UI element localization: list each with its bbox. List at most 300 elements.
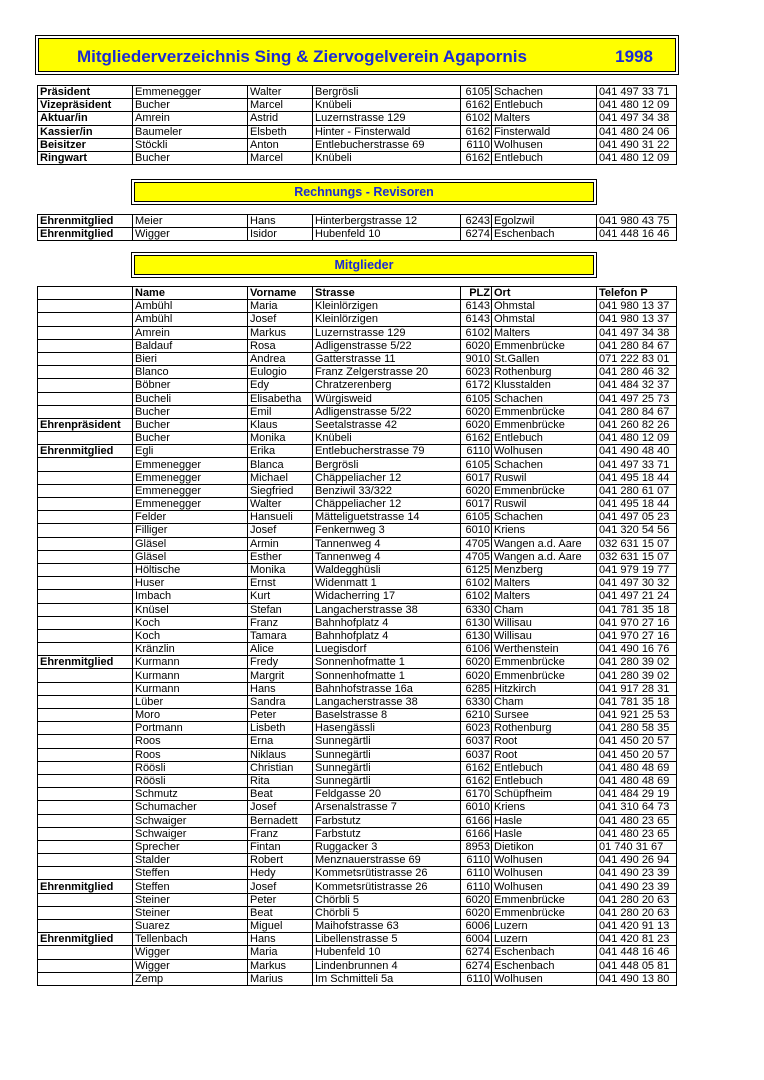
phone-cell: 041 490 48 40 bbox=[597, 445, 677, 458]
phone-cell: 041 480 23 65 bbox=[597, 814, 677, 827]
role-cell bbox=[38, 722, 133, 735]
table-row bbox=[38, 629, 677, 642]
firstname-cell: Kurt bbox=[248, 590, 313, 603]
role-cell: Ehrenmitglied bbox=[38, 228, 133, 241]
name-cell: Steiner bbox=[133, 906, 248, 919]
role-cell bbox=[38, 405, 133, 418]
role-cell bbox=[38, 761, 133, 774]
role-cell bbox=[38, 603, 133, 616]
city-cell: Emmenbrücke bbox=[492, 484, 597, 497]
city-cell: Wolhusen bbox=[492, 854, 597, 867]
street-cell: Adligenstrasse 5/22 bbox=[313, 405, 461, 418]
city-cell: Egolzwil bbox=[492, 215, 597, 228]
table-row bbox=[38, 735, 677, 748]
role-cell bbox=[38, 972, 133, 985]
phone-cell: 041 917 28 31 bbox=[597, 682, 677, 695]
firstname-cell: Vorname bbox=[248, 287, 313, 300]
street-cell: Arsenalstrasse 7 bbox=[313, 801, 461, 814]
table-row bbox=[38, 392, 677, 405]
phone-cell: 041 781 35 18 bbox=[597, 603, 677, 616]
table-row bbox=[38, 86, 677, 99]
table-row bbox=[38, 946, 677, 959]
plz-cell: 6166 bbox=[461, 814, 492, 827]
street-cell: Fenkernweg 3 bbox=[313, 524, 461, 537]
table-row bbox=[38, 300, 677, 313]
firstname-cell: Robert bbox=[248, 854, 313, 867]
street-cell: Tannenweg 4 bbox=[313, 550, 461, 563]
city-cell: Hitzkirch bbox=[492, 682, 597, 695]
plz-cell: PLZ bbox=[461, 287, 492, 300]
auditors-heading: Rechnungs - Revisoren bbox=[134, 182, 594, 202]
table-row bbox=[38, 228, 677, 241]
name-cell: Höltische bbox=[133, 563, 248, 576]
city-cell: St.Gallen bbox=[492, 352, 597, 365]
plz-cell: 6105 bbox=[461, 86, 492, 99]
firstname-cell: Rosa bbox=[248, 339, 313, 352]
firstname-cell: Erika bbox=[248, 445, 313, 458]
firstname-cell: Hans bbox=[248, 215, 313, 228]
name-cell: Bucheli bbox=[133, 392, 248, 405]
phone-cell: 041 480 23 65 bbox=[597, 827, 677, 840]
plz-cell: 6006 bbox=[461, 920, 492, 933]
role-cell bbox=[38, 616, 133, 629]
phone-cell: 041 497 30 32 bbox=[597, 577, 677, 590]
city-cell: Ruswil bbox=[492, 471, 597, 484]
firstname-cell: Marius bbox=[248, 972, 313, 985]
city-cell: Willisau bbox=[492, 616, 597, 629]
street-cell: Menznauerstrasse 69 bbox=[313, 854, 461, 867]
firstname-cell: Monika bbox=[248, 432, 313, 445]
phone-cell: 041 497 34 38 bbox=[597, 326, 677, 339]
name-cell: Schwaiger bbox=[133, 814, 248, 827]
table-row bbox=[38, 537, 677, 550]
plz-cell: 6166 bbox=[461, 827, 492, 840]
firstname-cell: Beat bbox=[248, 788, 313, 801]
name-cell: Ambühl bbox=[133, 313, 248, 326]
street-cell: Waldegghüsli bbox=[313, 563, 461, 576]
name-cell: Röösli bbox=[133, 761, 248, 774]
name-cell: Bucher bbox=[133, 99, 248, 112]
street-cell: Gatterstrasse 11 bbox=[313, 352, 461, 365]
phone-cell: 041 497 25 73 bbox=[597, 392, 677, 405]
plz-cell: 6110 bbox=[461, 972, 492, 985]
role-cell bbox=[38, 484, 133, 497]
role-cell bbox=[38, 854, 133, 867]
city-cell: Malters bbox=[492, 326, 597, 339]
table-row bbox=[38, 445, 677, 458]
plz-cell: 6162 bbox=[461, 99, 492, 112]
name-cell: Roos bbox=[133, 735, 248, 748]
role-cell bbox=[38, 313, 133, 326]
plz-cell: 6020 bbox=[461, 669, 492, 682]
city-cell: Eschenbach bbox=[492, 228, 597, 241]
plz-cell: 6020 bbox=[461, 893, 492, 906]
role-cell bbox=[38, 629, 133, 642]
name-cell: Meier bbox=[133, 215, 248, 228]
page-title: Mitgliederverzeichnis Sing & Ziervogelverein Agapornis bbox=[77, 47, 527, 66]
table-row bbox=[38, 484, 677, 497]
street-cell: Sunnegärtli bbox=[313, 748, 461, 761]
firstname-cell: Erna bbox=[248, 735, 313, 748]
firstname-cell: Sandra bbox=[248, 695, 313, 708]
phone-cell: 041 980 13 37 bbox=[597, 313, 677, 326]
phone-cell: 041 420 81 23 bbox=[597, 933, 677, 946]
name-cell: Amrein bbox=[133, 326, 248, 339]
table-row bbox=[38, 959, 677, 972]
city-cell: Emmenbrücke bbox=[492, 893, 597, 906]
phone-cell: 041 497 21 24 bbox=[597, 590, 677, 603]
city-cell: Hasle bbox=[492, 827, 597, 840]
city-cell: Schüpfheim bbox=[492, 788, 597, 801]
street-cell: Im Schmitteli 5a bbox=[313, 972, 461, 985]
plz-cell: 6172 bbox=[461, 379, 492, 392]
name-cell: Emmenegger bbox=[133, 498, 248, 511]
name-cell: Steffen bbox=[133, 867, 248, 880]
street-cell: Adligenstrasse 5/22 bbox=[313, 339, 461, 352]
street-cell: Bahnhofplatz 4 bbox=[313, 616, 461, 629]
plz-cell: 6110 bbox=[461, 854, 492, 867]
street-cell: Sunnegärtli bbox=[313, 774, 461, 787]
name-cell: Portmann bbox=[133, 722, 248, 735]
phone-cell: 041 280 20 63 bbox=[597, 906, 677, 919]
plz-cell: 6010 bbox=[461, 524, 492, 537]
phone-cell: 041 781 35 18 bbox=[597, 695, 677, 708]
table-row bbox=[38, 709, 677, 722]
city-cell: Root bbox=[492, 748, 597, 761]
plz-cell: 4705 bbox=[461, 537, 492, 550]
table-row bbox=[38, 682, 677, 695]
firstname-cell: Edy bbox=[248, 379, 313, 392]
name-cell: Knüsel bbox=[133, 603, 248, 616]
name-cell: Bucher bbox=[133, 151, 248, 164]
name-cell: Kurmann bbox=[133, 656, 248, 669]
firstname-cell: Peter bbox=[248, 709, 313, 722]
name-cell: Ambühl bbox=[133, 300, 248, 313]
street-cell: Kommetsrütistrasse 26 bbox=[313, 867, 461, 880]
table-row bbox=[38, 880, 677, 893]
firstname-cell: Elisabetha bbox=[248, 392, 313, 405]
phone-cell: 041 450 20 57 bbox=[597, 735, 677, 748]
street-cell: Tannenweg 4 bbox=[313, 537, 461, 550]
plz-cell: 6102 bbox=[461, 577, 492, 590]
name-cell: Bucher bbox=[133, 432, 248, 445]
role-cell bbox=[38, 563, 133, 576]
firstname-cell: Maria bbox=[248, 946, 313, 959]
street-cell: Bahnhofplatz 4 bbox=[313, 629, 461, 642]
members-banner bbox=[131, 252, 597, 278]
role-cell bbox=[38, 590, 133, 603]
city-cell: Ruswil bbox=[492, 498, 597, 511]
phone-cell: 041 480 48 69 bbox=[597, 774, 677, 787]
phone-cell: 041 320 54 56 bbox=[597, 524, 677, 537]
name-cell: Tellenbach bbox=[133, 933, 248, 946]
name-cell: Emmenegger bbox=[133, 86, 248, 99]
plz-cell: 6285 bbox=[461, 682, 492, 695]
role-cell: Ehrenmitglied bbox=[38, 656, 133, 669]
firstname-cell: Peter bbox=[248, 893, 313, 906]
phone-cell: 032 631 15 07 bbox=[597, 550, 677, 563]
firstname-cell: Siegfried bbox=[248, 484, 313, 497]
name-cell: Röösli bbox=[133, 774, 248, 787]
city-cell: Menzberg bbox=[492, 563, 597, 576]
street-cell: Chratzerenberg bbox=[313, 379, 461, 392]
phone-cell: 041 480 48 69 bbox=[597, 761, 677, 774]
phone-cell: 041 450 20 57 bbox=[597, 748, 677, 761]
city-cell: Emmenbrücke bbox=[492, 656, 597, 669]
city-cell: Emmenbrücke bbox=[492, 669, 597, 682]
role-cell bbox=[38, 959, 133, 972]
plz-cell: 6143 bbox=[461, 313, 492, 326]
role-cell bbox=[38, 920, 133, 933]
phone-cell: 041 497 33 71 bbox=[597, 86, 677, 99]
plz-cell: 6162 bbox=[461, 774, 492, 787]
city-cell: Ohmstal bbox=[492, 313, 597, 326]
plz-cell: 6110 bbox=[461, 445, 492, 458]
table-row bbox=[38, 99, 677, 112]
city-cell: Entlebuch bbox=[492, 761, 597, 774]
name-cell: Schmutz bbox=[133, 788, 248, 801]
plz-cell: 6017 bbox=[461, 498, 492, 511]
phone-cell: Telefon P bbox=[597, 287, 677, 300]
city-cell: Emmenbrücke bbox=[492, 418, 597, 431]
name-cell: Sprecher bbox=[133, 840, 248, 853]
board-table bbox=[37, 85, 677, 165]
role-cell bbox=[38, 946, 133, 959]
city-cell: Finsterwald bbox=[492, 125, 597, 138]
city-cell: Rothenburg bbox=[492, 722, 597, 735]
phone-cell: 041 280 39 02 bbox=[597, 669, 677, 682]
role-cell bbox=[38, 537, 133, 550]
name-cell: Huser bbox=[133, 577, 248, 590]
firstname-cell: Armin bbox=[248, 537, 313, 550]
table-row bbox=[38, 722, 677, 735]
street-cell: Entlebucherstrasse 69 bbox=[313, 138, 461, 151]
phone-cell: 041 490 23 39 bbox=[597, 867, 677, 880]
phone-cell: 041 480 24 06 bbox=[597, 125, 677, 138]
plz-cell: 6020 bbox=[461, 405, 492, 418]
role-cell bbox=[38, 814, 133, 827]
firstname-cell: Marcel bbox=[248, 151, 313, 164]
phone-cell: 032 631 15 07 bbox=[597, 537, 677, 550]
firstname-cell: Hans bbox=[248, 933, 313, 946]
table-row bbox=[38, 972, 677, 985]
table-row bbox=[38, 840, 677, 853]
plz-cell: 6130 bbox=[461, 616, 492, 629]
name-cell: Emmenegger bbox=[133, 484, 248, 497]
table-row bbox=[38, 215, 677, 228]
table-row bbox=[38, 590, 677, 603]
firstname-cell: Isidor bbox=[248, 228, 313, 241]
city-cell: Cham bbox=[492, 695, 597, 708]
table-row bbox=[38, 125, 677, 138]
plz-cell: 6105 bbox=[461, 392, 492, 405]
firstname-cell: Maria bbox=[248, 300, 313, 313]
city-cell: Wolhusen bbox=[492, 972, 597, 985]
firstname-cell: Astrid bbox=[248, 112, 313, 125]
street-cell: Knübeli bbox=[313, 151, 461, 164]
street-cell: Bahnhofstrasse 16a bbox=[313, 682, 461, 695]
page-year: 1998 bbox=[615, 47, 653, 66]
name-cell: Name bbox=[133, 287, 248, 300]
name-cell: Kränzlin bbox=[133, 643, 248, 656]
name-cell: Amrein bbox=[133, 112, 248, 125]
plz-cell: 6143 bbox=[461, 300, 492, 313]
name-cell: Bucher bbox=[133, 418, 248, 431]
name-cell: Emmenegger bbox=[133, 458, 248, 471]
firstname-cell: Andrea bbox=[248, 352, 313, 365]
table-row bbox=[38, 906, 677, 919]
phone-cell: 041 448 05 81 bbox=[597, 959, 677, 972]
plz-cell: 6130 bbox=[461, 629, 492, 642]
phone-cell: 041 280 58 35 bbox=[597, 722, 677, 735]
table-row bbox=[38, 827, 677, 840]
city-cell: Werthenstein bbox=[492, 643, 597, 656]
firstname-cell: Rita bbox=[248, 774, 313, 787]
name-cell: Koch bbox=[133, 616, 248, 629]
role-cell bbox=[38, 682, 133, 695]
plz-cell: 6023 bbox=[461, 722, 492, 735]
firstname-cell: Bernadett bbox=[248, 814, 313, 827]
name-cell: Suarez bbox=[133, 920, 248, 933]
plz-cell: 6170 bbox=[461, 788, 492, 801]
phone-cell: 041 484 29 19 bbox=[597, 788, 677, 801]
role-cell bbox=[38, 867, 133, 880]
table-row bbox=[38, 748, 677, 761]
city-cell: Wolhusen bbox=[492, 445, 597, 458]
plz-cell: 6102 bbox=[461, 590, 492, 603]
city-cell: Emmenbrücke bbox=[492, 405, 597, 418]
table-row bbox=[38, 339, 677, 352]
table-row bbox=[38, 774, 677, 787]
street-cell: Benziwil 33/322 bbox=[313, 484, 461, 497]
phone-cell: 041 979 19 77 bbox=[597, 563, 677, 576]
firstname-cell: Eulogio bbox=[248, 366, 313, 379]
street-cell: Libellenstrasse 5 bbox=[313, 933, 461, 946]
firstname-cell: Esther bbox=[248, 550, 313, 563]
firstname-cell: Anton bbox=[248, 138, 313, 151]
phone-cell: 041 497 33 71 bbox=[597, 458, 677, 471]
street-cell: Chäppeliacher 12 bbox=[313, 471, 461, 484]
phone-cell: 041 490 13 80 bbox=[597, 972, 677, 985]
role-cell bbox=[38, 735, 133, 748]
street-cell: Langacherstrasse 38 bbox=[313, 695, 461, 708]
phone-cell: 041 448 16 46 bbox=[597, 946, 677, 959]
city-cell: Luzern bbox=[492, 920, 597, 933]
role-cell bbox=[38, 788, 133, 801]
table-row bbox=[38, 669, 677, 682]
name-cell: Imbach bbox=[133, 590, 248, 603]
plz-cell: 6020 bbox=[461, 656, 492, 669]
table-header-row bbox=[38, 287, 677, 300]
name-cell: Felder bbox=[133, 511, 248, 524]
firstname-cell: Fintan bbox=[248, 840, 313, 853]
name-cell: Wigger bbox=[133, 228, 248, 241]
street-cell: Knübeli bbox=[313, 432, 461, 445]
phone-cell: 041 484 32 37 bbox=[597, 379, 677, 392]
firstname-cell: Markus bbox=[248, 959, 313, 972]
firstname-cell: Klaus bbox=[248, 418, 313, 431]
name-cell: Zemp bbox=[133, 972, 248, 985]
plz-cell: 6020 bbox=[461, 339, 492, 352]
role-cell bbox=[38, 577, 133, 590]
plz-cell: 6110 bbox=[461, 880, 492, 893]
name-cell: Stöckli bbox=[133, 138, 248, 151]
plz-cell: 6162 bbox=[461, 432, 492, 445]
role-cell: Aktuar/in bbox=[38, 112, 133, 125]
street-cell: Strasse bbox=[313, 287, 461, 300]
city-cell: Wolhusen bbox=[492, 880, 597, 893]
phone-cell: 041 490 31 22 bbox=[597, 138, 677, 151]
phone-cell: 041 970 27 16 bbox=[597, 629, 677, 642]
plz-cell: 6162 bbox=[461, 125, 492, 138]
phone-cell: 041 921 25 53 bbox=[597, 709, 677, 722]
role-cell bbox=[38, 471, 133, 484]
street-cell: Widacherring 17 bbox=[313, 590, 461, 603]
city-cell: Wolhusen bbox=[492, 867, 597, 880]
city-cell: Sursee bbox=[492, 709, 597, 722]
street-cell: Knübeli bbox=[313, 99, 461, 112]
role-cell bbox=[38, 827, 133, 840]
street-cell: Bergrösli bbox=[313, 458, 461, 471]
members-table bbox=[37, 286, 677, 986]
firstname-cell: Monika bbox=[248, 563, 313, 576]
phone-cell: 041 970 27 16 bbox=[597, 616, 677, 629]
table-row bbox=[38, 458, 677, 471]
role-cell bbox=[38, 339, 133, 352]
firstname-cell: Markus bbox=[248, 326, 313, 339]
street-cell: Hinter - Finsterwald bbox=[313, 125, 461, 138]
name-cell: Baumeler bbox=[133, 125, 248, 138]
auditors-banner bbox=[131, 179, 597, 205]
role-cell bbox=[38, 643, 133, 656]
firstname-cell: Ernst bbox=[248, 577, 313, 590]
phone-cell: 041 495 18 44 bbox=[597, 471, 677, 484]
street-cell: Chörbli 5 bbox=[313, 906, 461, 919]
table-row bbox=[38, 432, 677, 445]
plz-cell: 6105 bbox=[461, 458, 492, 471]
table-row bbox=[38, 695, 677, 708]
role-cell: Ehrenmitglied bbox=[38, 215, 133, 228]
role-cell: Ehrenmitglied bbox=[38, 933, 133, 946]
plz-cell: 4705 bbox=[461, 550, 492, 563]
firstname-cell: Margrit bbox=[248, 669, 313, 682]
street-cell: Hinterbergstrasse 12 bbox=[313, 215, 461, 228]
firstname-cell: Franz bbox=[248, 616, 313, 629]
name-cell: Schumacher bbox=[133, 801, 248, 814]
plz-cell: 6243 bbox=[461, 215, 492, 228]
table-row bbox=[38, 643, 677, 656]
city-cell: Schachen bbox=[492, 511, 597, 524]
firstname-cell: Walter bbox=[248, 498, 313, 511]
firstname-cell: Josef bbox=[248, 801, 313, 814]
plz-cell: 6004 bbox=[461, 933, 492, 946]
city-cell: Rothenburg bbox=[492, 366, 597, 379]
plz-cell: 6274 bbox=[461, 946, 492, 959]
name-cell: Bucher bbox=[133, 405, 248, 418]
plz-cell: 6037 bbox=[461, 735, 492, 748]
phone-cell: 041 480 12 09 bbox=[597, 151, 677, 164]
plz-cell: 6010 bbox=[461, 801, 492, 814]
plz-cell: 6020 bbox=[461, 484, 492, 497]
phone-cell: 041 480 12 09 bbox=[597, 99, 677, 112]
street-cell: Seetalstrasse 42 bbox=[313, 418, 461, 431]
street-cell: Sonnenhofmatte 1 bbox=[313, 669, 461, 682]
table-row bbox=[38, 893, 677, 906]
phone-cell: 041 280 84 67 bbox=[597, 339, 677, 352]
phone-cell: 041 280 20 63 bbox=[597, 893, 677, 906]
plz-cell: 6020 bbox=[461, 906, 492, 919]
table-row bbox=[38, 761, 677, 774]
